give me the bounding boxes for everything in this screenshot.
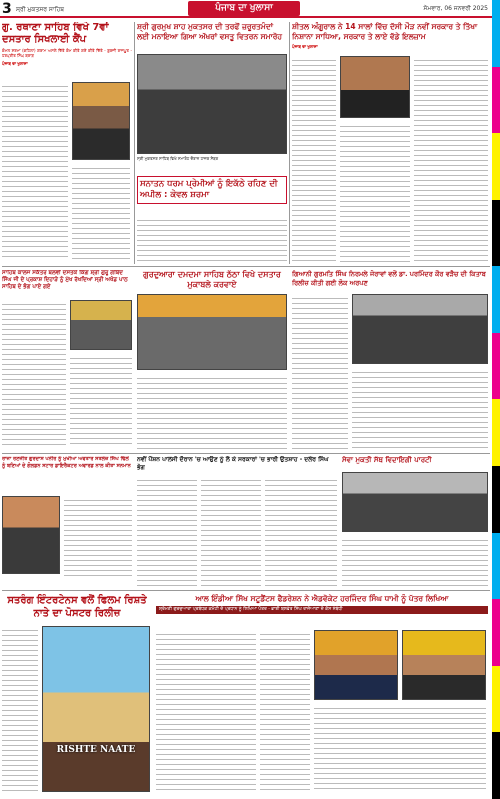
body-col-1 xyxy=(156,630,256,792)
color-swatch xyxy=(492,666,500,733)
portrait-photo xyxy=(72,82,130,160)
story-farewell xyxy=(342,456,488,586)
byline: ਪੰਜਾਬ ਦਾ ਖੁਲਾਸਾ xyxy=(2,61,28,66)
portrait-photo-1 xyxy=(314,630,398,700)
color-registration-bar xyxy=(492,0,500,799)
color-swatch xyxy=(492,399,500,466)
deck: ਕੋਮਲ ਸ਼ਰਮਾ (ਕਹਿਲਾ) ਗਰਾਮ ਅਸਲੇ ਦਿੱਤੇ ਕੰਮ ਕੀਤੇ ਗਏ ਕੀਤੇ ਦਿੱਤੇ - ਬੁਰਜੀ ਰਾਜਪੂਤ - ਹਰਪ੍ਰੀਤ ਸਿੰਘ ਬਰਾੜ xyxy=(2,48,132,58)
story-sanatan xyxy=(137,176,287,264)
headline: ਰਾਜਾ ਰਣਜੀਤ ਗੁਰਦਾਸ ਪਨੀਰ ਨੂੰ ਮੁਖੀਆ ਅਵਤਾਰ ਸਤਲੇਜ਼ ਸਿੰਘ ਢਿੱਲੋਂ ਨੂੰ ਬਣਿਆਂ ਦੇ ਗੋਲਡਨ ਸਟਾਰ ਡਾਇਰੈਕਟਰ ਅਵਾਰਡ ਨਾਲ ਕੀਤਾ ਸਨਮਾਨ xyxy=(2,456,131,469)
portrait-photo-2 xyxy=(402,630,486,700)
body-col-2 xyxy=(352,368,488,450)
body-text xyxy=(137,216,287,264)
headline: ਗੁਰਦੁਆਰਾ ਦਮਦਮਾ ਸਾਹਿਬ ਠੱਠਾ ਵਿਖੇ ਦਸਤਾਰ ਮੁਕਾਬਲੇ ਕਰਵਾਏ xyxy=(143,270,281,289)
body-col-1 xyxy=(292,56,336,262)
body-col-3 xyxy=(265,476,337,586)
group-photo xyxy=(137,54,287,154)
page-header xyxy=(0,0,492,18)
contest-photo xyxy=(137,294,287,370)
caption: ਸ੍ਰੀ ਮੁਕਤਸਰ ਸਾਹਿਬ ਵਿਖੇ ਸਮਾਰੋਹ ਦੌਰਾਨ ਹਾਜ਼ਰ ਮੈਂਬਰ xyxy=(137,156,219,161)
body-text xyxy=(2,82,68,260)
body-text xyxy=(2,300,66,448)
color-swatch xyxy=(492,266,500,333)
story-college xyxy=(2,270,132,450)
headline: ਗੁ. ਰਥਾਣਾ ਸਾਹਿਬ ਵਿਖੇ 7ਵਾਂ ਦਸਤਾਰ ਸਿਖਲਾਈ ਕੈਂਪ xyxy=(2,22,109,45)
headline: ਗਿਆਨੀ ਗੁਰਮਤਿ ਸਿੰਘ ਨਿਰਮਲੇ ਜੋਰਾਵਾਂ ਵਲੋਂ ਡਾ. ਪਰਮਿੰਦਰ ਕੌਰ ਵੜੈਚ ਦੀ ਕਿਤਾਬ ਰਿਲੀਜ਼ ਕੀਤੀ ਗਈ ਲੋਕ ਅਰਪਣ xyxy=(292,270,486,287)
body-text-2 xyxy=(70,354,132,448)
headline-box xyxy=(137,176,287,204)
story-dastar-contest xyxy=(137,270,287,450)
body-col-1 xyxy=(292,294,348,450)
body-col-2 xyxy=(260,630,310,792)
headline: ਸ਼੍ਰੀ ਗੁਰਮੁਖ ਸ਼ਾਹ ਮੁਕਤਸਰ ਦੀ ਤਰਫੋਂ ਜ਼ਰੂਰਤਮੰਦਾਂ ਲਈ ਮਨਾਇਆ ਗਿਆ ਅੱਖਰਾਂ ਵਸਤੂ ਵਿਤਰਨ ਸਮਾਰੋਹ xyxy=(137,22,282,41)
deck-bar xyxy=(156,606,488,614)
headline: ਨਵੀਂ ਪੈਂਸ਼ਨ ਪਾਲਸੀ ਦੌਰਾਨ 'ਚ ਆਉਣ ਨੂੰ ਲੈ ਕੇ ਸਰਕਾਰਾਂ 'ਚ ਭਾਰੀ ਉਤਸ਼ਾਹ - ਦਲੇਰ ਸਿੰਘ ਭੋਗ xyxy=(137,456,329,471)
color-swatch xyxy=(492,533,500,600)
headline: ਸਤਰੰਗ ਇੰਟਰਟੇਨਸ ਵਲੋਂ ਫਿਲਮ ਰਿਸ਼ਤੇ ਨਾਤੇ ਦਾ ਪੋਸਟਰ ਰਿਲੀਜ਼ xyxy=(7,595,147,619)
story-pension xyxy=(137,456,337,586)
masthead-title: ਪੰਜਾਬ ਦਾ ਖੁਲਾਸਾ xyxy=(215,3,273,13)
body-col-3 xyxy=(414,56,488,262)
film-poster xyxy=(42,626,150,792)
edition-label: ਸ੍ਰੀ ਮੁਕਤਸਰ ਸਾਹਿਬ xyxy=(16,6,65,13)
portrait-photo xyxy=(340,56,410,118)
portrait-photo xyxy=(2,496,60,574)
story-film-poster xyxy=(2,594,152,794)
story-distribution xyxy=(137,22,287,172)
story-turban-camp xyxy=(2,22,132,262)
color-swatch xyxy=(492,200,500,267)
story-book-release xyxy=(292,270,488,450)
headline: ਸਾਹਿਬ ਕਾਲਜ ਸਕੱਤਰ ਬਲਵੀ ਦਸਤਕੇ ਕਿੰਗ ਸ਼੍ਰੀ ਗੁਰੂ ਗੋਬਿੰਦ ਸਿੰਘ ਜੀ ਦੇ ਪ੍ਰਕਾਸ਼ ਦਿਹਾੜੇ ਨੂੰ ਮੁੱਖ ਰੱਖਦਿਆਂ ਸ੍ਰੀ ਅਖੰਡ ਪਾਠ ਸਾਹਿਬ ਦੇ ਭੋਗ ਪਾਏ ਗਏ xyxy=(2,270,128,290)
event-photo xyxy=(70,300,132,350)
poster-title: RISHTE NAATE xyxy=(56,745,136,755)
color-swatch xyxy=(492,133,500,200)
story-federation-letter xyxy=(156,594,488,794)
body-text-2 xyxy=(72,164,130,260)
issue-date: ਸੋਮਵਾਰ, 06 ਜਨਵਰੀ 2025 xyxy=(423,5,488,12)
masthead xyxy=(188,1,300,16)
headline: ਸੇਵਾ ਮੁਕਤੀ ਸੱਥ ਵਿਦਾਇਗੀ ਪਾਰਟੀ xyxy=(342,456,432,464)
story-award xyxy=(2,456,132,576)
release-photo xyxy=(352,294,488,364)
body-col-1 xyxy=(137,476,197,586)
color-swatch xyxy=(492,67,500,134)
page-number: 3 xyxy=(2,1,12,17)
body-col-3 xyxy=(314,704,486,792)
headline: ਸਨਾਤਨ ਧਰਮ ਪ੍ਰੇਮੀਆਂ ਨੂੰ ਇਕੱਠੇ ਰਹਿਣ ਦੀ ਅਪੀਲ : ਕੇਵਲ ਸ਼ਰਮਾ xyxy=(140,179,278,200)
byline: ਪੰਜਾਬ ਦਾ ਖੁਲਾਸਾ xyxy=(292,44,318,49)
body-text xyxy=(137,374,287,450)
story-angural xyxy=(292,22,488,264)
color-swatch xyxy=(492,732,500,799)
color-swatch xyxy=(492,0,500,67)
color-swatch xyxy=(492,599,500,666)
headline: ਆਲ ਇੰਡੀਆ ਸਿੱਖ ਸਟੂਡੈਂਟਸ ਫੈਡਰੇਸ਼ਨ ਨੇ ਐਡਵੋਕੇਟ ਹਰਜਿੰਦਰ ਸਿੰਘ ਧਾਮੀ ਨੂੰ ਪੱਤਰ ਲਿਖਿਆ xyxy=(195,594,449,603)
deck: ਸ਼੍ਰੋਮਣੀ ਗੁਰਦੁਆਰਾ ਪ੍ਰਬੰਧਕ ਕਮੇਟੀ ਦੇ ਪ੍ਰਧਾਨ ਨੂੰ ਲਿਖਿਆ ਪੱਤਰ - ਭਾਈ ਬਲਵੰਤ ਸਿੰਘ ਰਾਜੋਆਣਾ ਦੇ ਕੇਸ ਸੰਬੰਧੀ xyxy=(159,607,343,612)
color-swatch xyxy=(492,333,500,400)
body-text xyxy=(2,626,38,792)
body-col-2 xyxy=(201,476,261,586)
farewell-photo xyxy=(342,472,488,532)
body-text xyxy=(342,536,488,586)
body-col-2 xyxy=(340,122,410,262)
headline: ਸ਼ੀਤਲ ਅੰਗੂਰਾਲ ਨੇ 14 ਸਾਲਾਂ ਵਿੱਚ ਦੱਸੀ ਮੌੜ ਨਵੀਂ ਸਰਕਾਰ ਤੇ ਤਿੱਖਾ ਨਿਸ਼ਾਨਾ ਸਾਧਿਆ, ਸਰਕਾਰ ਤੇ ਲਾਏ ਵੱਡੇ ਇਲਜ਼ਾਮ xyxy=(292,22,478,41)
color-swatch xyxy=(492,466,500,533)
body-text xyxy=(64,496,132,576)
